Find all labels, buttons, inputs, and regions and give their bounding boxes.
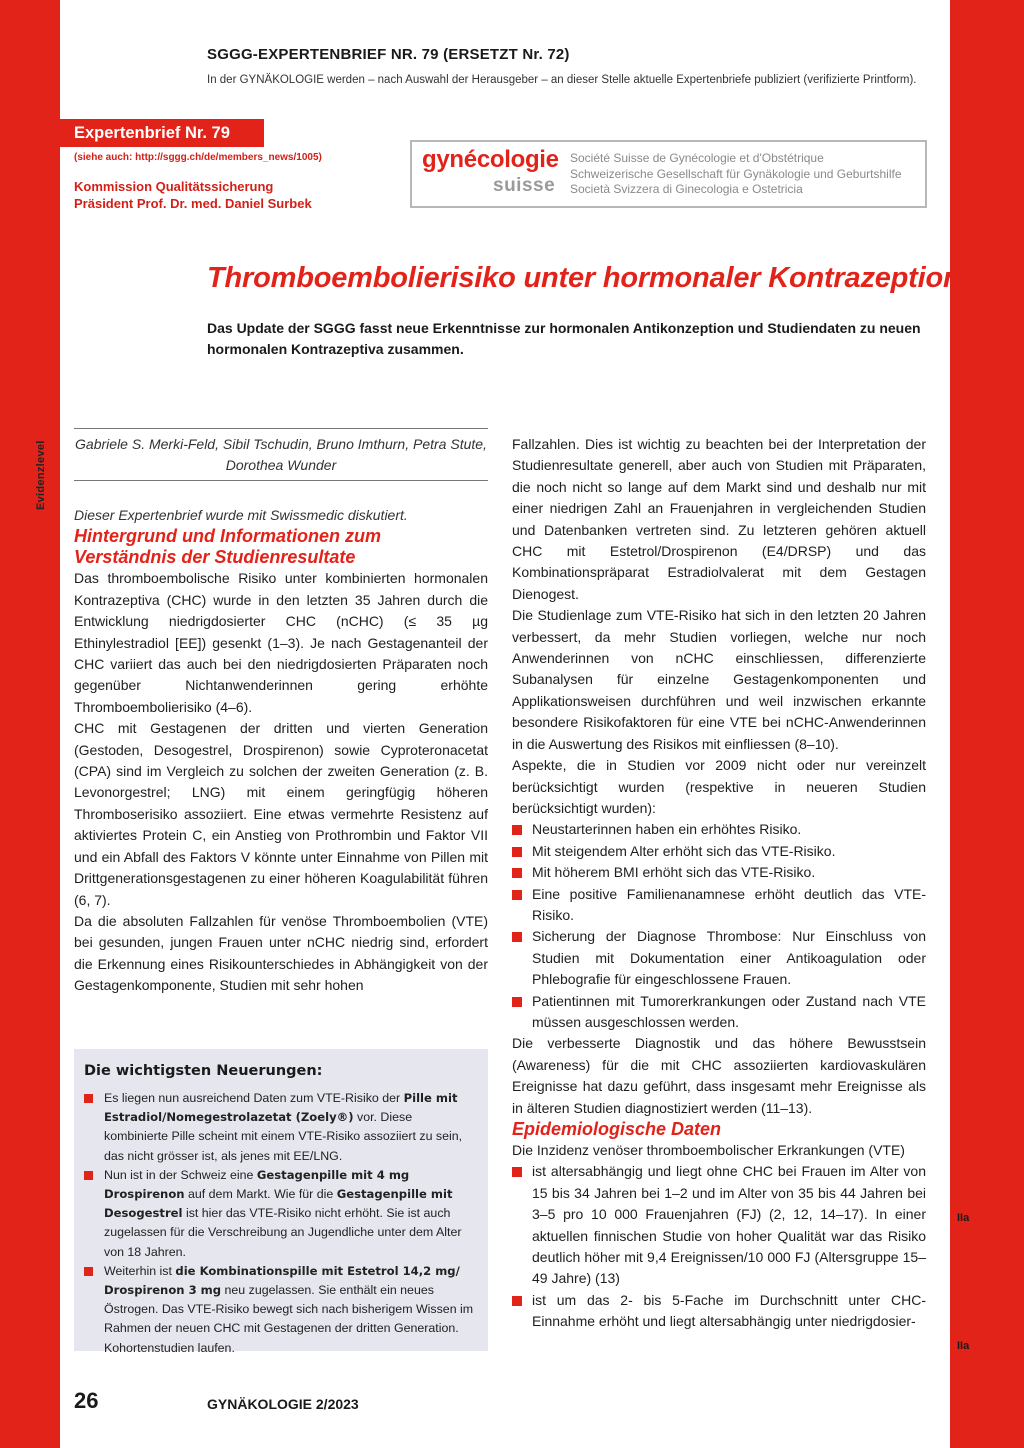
authors: Gabriele S. Merki-Feld, Sibil Tschudin, Bruno Imthurn, Petra Stute, Dorothea Wunder [74, 428, 488, 481]
expert-letter-badge: Expertenbrief Nr. 79 [60, 119, 264, 147]
logo-society-it: Società Svizzera di Ginecologia e Ostetricia [570, 182, 803, 196]
aspects-list [512, 819, 926, 1033]
see-also-link[interactable]: (siehe auch: http://sggg.ch/de/members_news/1005) [74, 152, 322, 163]
list-item: Es liegen nun ausreichend Daten zum VTE-Risiko der Pille mit Estradiol/Nomegestrolazetat (Zoely®) vor. Diese kombinierte Pille scheint mit einem VTE-Risiko assoziiert zu sein, das nicht grösser ist, als jenes mit EE/LNG. [84, 1089, 476, 1166]
paragraph: Das thromboembolische Risiko unter kombinierten hormonalen Kontrazeptiva (CHC) wurde in den letzten 35 Jahren durch die Entwicklung niedrigdosierter CHC (nCHC) (≤ 35 µg Ethinylestradiol [EE]) gesenkt (1–3). Je nach Gestagenanteil der CHC variiert das auch bei den niedrigdosierten Präparaten noch gegenüber Nichtanwenderinnen gering erhöhte Thromboembolierisiko (4–6). [74, 570, 488, 715]
commission-president: Präsident Prof. Dr. med. Daniel Surbek [74, 196, 312, 211]
list-item: Mit höherem BMI erhöht sich das VTE-Risiko. [512, 862, 926, 883]
list-item: Neustarterinnen haben ein erhöhtes Risiko. [512, 819, 926, 840]
list-item: Patientinnen mit Tumorerkrankungen oder Zustand nach VTE müssen ausgeschlossen werden. [512, 991, 926, 1034]
article-title: Thromboembolierisiko unter hormonaler Kontrazeption [207, 262, 961, 294]
list-item: Nun ist in der Schweiz eine Gestagenpille mit 4 mg Drospirenon auf dem Markt. Wie für die Gestagenpille mit Desogestrel ist hier das VTE-Risiko nicht erhöht. Sie ist auch zugelassen für die Verschreibung an Jugendliche unter dem Alter von 18 Jahren. [84, 1166, 476, 1262]
commission-name: Kommission Qualitätssicherung [74, 179, 274, 194]
paragraph: Aspekte, die in Studien vor 2009 nicht oder nur vereinzelt berücksichtigt wurden (respektive in neueren Studien berücksichtigt wurden): [512, 757, 926, 816]
section-heading-background: Hintergrund und Informationen zum Verständnis der Studienresultate [74, 526, 381, 568]
article-lead: Das Update der SGGG fasst neue Erkenntnisse zur hormonalen Antikonzeption und Studiendaten zu neuen hormonalen Kontrazeptiva zusammen. [207, 320, 921, 357]
right-column [512, 434, 926, 1333]
list-item: Mit steigendem Alter erhöht sich das VTE-Risiko. [512, 841, 926, 862]
list-item: Sicherung der Diagnose Thrombose: Nur Einschluss von Studien mit Dokumentation einer Antikoagulation oder Phlebografie für eingeschlossene Frauen. [512, 926, 926, 990]
right-margin-bar [950, 0, 1024, 1448]
logo-society-de: Schweizerische Gesellschaft für Gynäkologie und Geburtshilfe [570, 166, 902, 181]
paragraph: Die verbesserte Diagnostik und das höhere Bewusstsein (Awareness) für die mit CHC assoziierten kardiovaskulären Ereignisse hat dazu geführt, dass insgesamt mehr Ereignisse als in älteren Studien diagnostiziert werden (11–13). [512, 1035, 926, 1116]
evidence-level-marker: IIa [957, 1340, 970, 1352]
paragraph: Die Inzidenz venöser thromboembolischer Erkrankungen (VTE) [512, 1142, 905, 1158]
left-margin-bar [0, 0, 60, 1448]
list-item: Eine positive Familienanamnese erhöht deutlich das VTE-Risiko. [512, 884, 926, 927]
list-item: ist um das 2- bis 5-Fache im Durchschnitt unter CHC-Einnahme erhöht und liegt altersabhängig unter niedrigdosier- [512, 1290, 926, 1333]
evidence-level-marker: IIa [957, 1212, 970, 1224]
series-title: SGGG-EXPERTENBRIEF NR. 79 (ERSETZT Nr. 72) [207, 46, 570, 63]
page-number: 26 [74, 1388, 99, 1413]
key-updates-list [84, 1089, 476, 1358]
paragraph: Da die absoluten Fallzahlen für venöse Thromboembolien (VTE) bei gesunden, jungen Frauen unter nCHC niedrig sind, erfordert die Erkennung eines Risikounterschiedes in Abhängigkeit von der Gestagenkomponente, Studien mit sehr hohen [74, 912, 488, 994]
logo-word-gynecologie: gynécologie [422, 146, 559, 173]
epidemiology-list [512, 1161, 926, 1332]
logo-word-suisse: suisse [493, 175, 556, 196]
key-updates-box [74, 1049, 488, 1355]
commission-info [74, 178, 312, 212]
series-subtitle: In der GYNÄKOLOGIE werden – nach Auswahl der Herausgeber – an dieser Stelle aktuelle Expertenbriefe publiziert (verifizierte Printform). [207, 74, 917, 86]
list-item: ist altersabhängig und liegt ohne CHC bei Frauen im Alter von 15 bis 34 Jahren bei 1–2 und im Alter von 35 bis 44 Jahren bei 3–5 pro 10 000 Frauenjahren (FJ) (2, 12, 14–17). In einer aktuellen finnischen Studie von hoher Qualität war das Risiko deutlich höher mit 9,4 Ereignissen/10 000 FJ (Altersgruppe 15–49 Jahre) (13) [512, 1161, 926, 1289]
evidence-level-label: Evidenzlevel [35, 440, 47, 510]
logo-society-names [570, 151, 902, 198]
paragraph: CHC mit Gestagenen der dritten und vierten Generation (Gestoden, Desogestrel, Drospirenon) sowie Cyproteronacetat (CPA) sind im Vergleich zu solchen der zweiten Generation (z. B. Levonorgestrel; LNG) mit einem geringfügig höheren Thromboserisiko assoziiert. Eine etwas vermehrte Resistenz auf aktiviertes Protein C, ein Anstieg von Prothrombin und Faktor VII und ein Abfall des Faktors V könnte unter Einnahme von Pillen mit Drittgenerationsgestagenen zu einer höheren Koagulabilität führen (6, 7). [74, 720, 488, 908]
left-column [74, 428, 488, 997]
society-logo [410, 140, 927, 208]
logo-society-fr: Société Suisse de Gynécologie et d'Obstétrique [570, 151, 824, 165]
paragraph: Die Studienlage zum VTE-Risiko hat sich in den letzten 20 Jahren verbessert, da mehr Studien vorliegen, welche nur noch Anwenderinnen von nCHC einschliessen, differenzierte Subanalysen für einzelne Gestagenkomponenten und Applikationsweisen durchführen und weil inzwischen erkannte besondere Risikofaktoren für eine VTE bei nCHC-Anwenderinnen in die Auswertung des Risikos mit einfliessen (8–10). [512, 607, 926, 752]
paragraph: Fallzahlen. Dies ist wichtig zu beachten bei der Interpretation der Studienresultate generell, aber auch von Studien mit Präparaten, die noch nicht so lange auf dem Markt sind und deshalb nur mit einer niedrigen Zahl an Frauenjahren in vergleichenden Studien und Datenbanken vertreten sind. Zu letzteren gehören aktuell CHC mit Estetrol/Drospirenon (E4/DRSP) und das Kombinationspräparat Estradiolvalerat mit dem Gestagen Dienogest. [512, 436, 926, 602]
discussion-note: Dieser Expertenbrief wurde mit Swissmedic diskutiert. [74, 507, 408, 523]
journal-issue: GYNÄKOLOGIE 2/2023 [207, 1396, 359, 1412]
list-item: Weiterhin ist die Kombinationspille mit Estetrol 14,2 mg/ Drospirenon 3 mg neu zugelassen. Sie enthält ein neues Östrogen. Das VTE-Risiko bewegt sich nach bisherigem Wissen im Rahmen der neuen CHC mit Gestagenen der dritten Generation. Kohortenstudien laufen. [84, 1262, 476, 1358]
section-heading-epidemiology: Epidemiologische Daten [512, 1119, 722, 1139]
key-updates-title: Die wichtigsten Neuerungen: [84, 1063, 323, 1079]
